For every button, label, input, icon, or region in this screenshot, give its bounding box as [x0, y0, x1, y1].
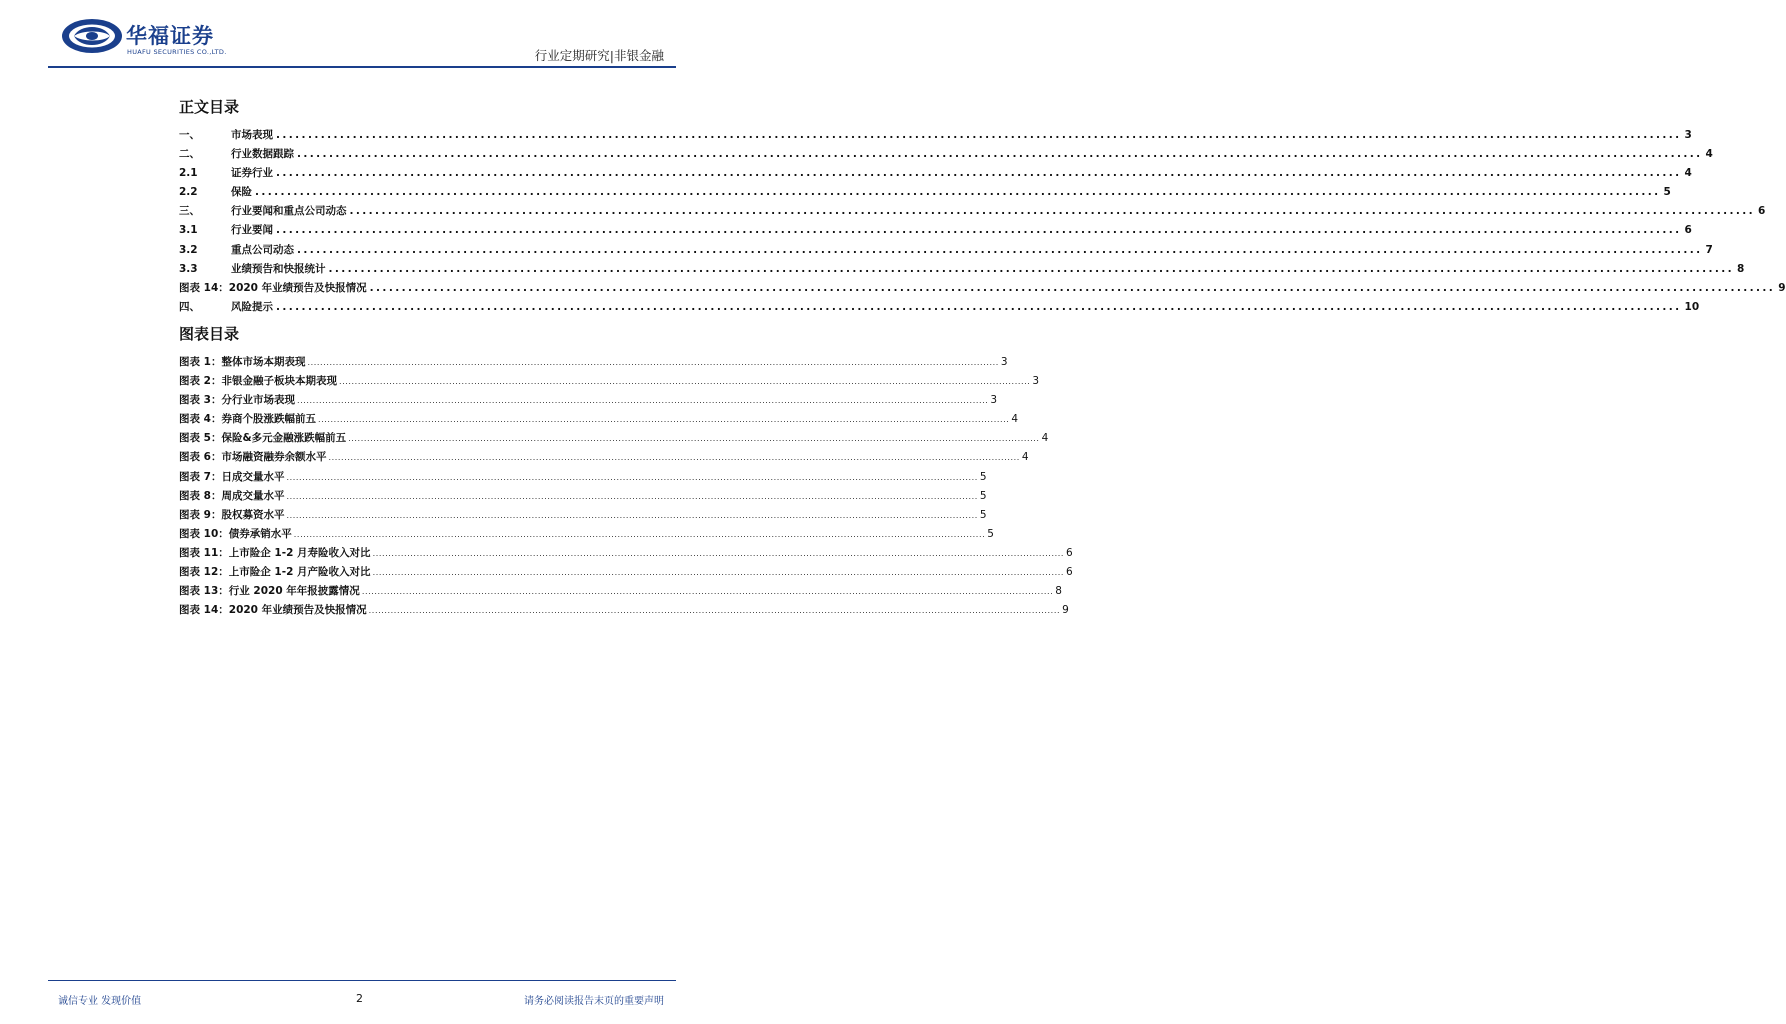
- figure-leader-dots: ............................................................................................................................................................................................................................: [338, 377, 1031, 387]
- toc-entry[interactable]: [179, 146, 1713, 165]
- figure-toc-entry[interactable]: [179, 430, 1049, 449]
- toc-leader-dots: ............................................................................................................................................................................................................................: [276, 300, 1682, 313]
- figure-toc-entry[interactable]: [179, 545, 1073, 564]
- huafu-logo-icon: [60, 16, 124, 56]
- toc-entry-page: 7: [1705, 243, 1713, 256]
- toc-leader-dots: ............................................................................................................................................................................................................................: [276, 224, 1682, 237]
- figure-leader-dots: ............................................................................................................................................................................................................................: [286, 472, 978, 482]
- figure-toc-page: 5: [979, 470, 987, 483]
- figure-toc-entry[interactable]: [179, 373, 1040, 392]
- figure-toc-entry[interactable]: [179, 488, 987, 507]
- toc-leader-dots: ............................................................................................................................................................................................................................: [328, 262, 1735, 275]
- figure-leader-dots: ............................................................................................................................................................................................................................: [328, 453, 1020, 463]
- figure-leader-dots: ............................................................................................................................................................................................................................: [348, 434, 1040, 444]
- figure-toc-entry[interactable]: [179, 583, 1062, 602]
- figure-toc-entry[interactable]: [179, 411, 1019, 430]
- toc-entry-title[interactable]: 行业数据跟踪: [231, 148, 294, 161]
- figure-toc-page: 4: [1011, 413, 1019, 426]
- toc-entry-page: 8: [1737, 262, 1745, 275]
- toc-entry[interactable]: [179, 165, 1692, 184]
- company-logo: [60, 16, 250, 60]
- figure-toc-title[interactable]: 图表 3：分行业市场表现: [179, 394, 295, 407]
- figure-toc-title[interactable]: 图表 7：日成交量水平: [179, 470, 285, 483]
- figure-leader-dots: ............................................................................................................................................................................................................................: [293, 529, 986, 539]
- toc-leader-dots: ............................................................................................................................................................................................................................: [255, 186, 1661, 199]
- figure-toc-page: 5: [987, 527, 994, 540]
- toc-entry-title[interactable]: 市场表现: [231, 129, 273, 141]
- figure-leader-dots: ............................................................................................................................................................................................................................: [286, 510, 978, 520]
- toc-entry-title[interactable]: 业绩预告和快报统计: [231, 262, 326, 275]
- toc-entry[interactable]: [179, 242, 1713, 261]
- toc-title: 正文目录: [179, 98, 240, 116]
- figure-leader-dots: ............................................................................................................................................................................................................................: [368, 606, 1061, 616]
- figure-toc-title[interactable]: 图表 9：股权募资水平: [179, 508, 285, 521]
- figure-toc-entry[interactable]: [179, 392, 998, 411]
- figure-toc-entry[interactable]: [179, 469, 987, 488]
- toc-entry-page: 4: [1684, 167, 1692, 180]
- toc-entry[interactable]: [179, 203, 1766, 222]
- toc-leader-dots: ............................................................................................................................................................................................................................: [297, 148, 1703, 161]
- toc-entry-title[interactable]: 行业要闻和重点公司动态: [231, 205, 347, 218]
- header-divider: [48, 66, 676, 68]
- toc-entry-page: 6: [1684, 224, 1692, 237]
- toc-entry-number: 3.1: [179, 224, 198, 237]
- figure-toc-page: 6: [1066, 546, 1073, 559]
- toc-entry-number: 2.2: [179, 186, 198, 199]
- figure-leader-dots: ............................................................................................................................................................................................................................: [361, 587, 1054, 597]
- figure-toc-page: 4: [1041, 432, 1049, 445]
- toc-entry[interactable]: [179, 261, 1745, 280]
- toc-entry-title[interactable]: 风险提示: [231, 300, 273, 313]
- toc-entry[interactable]: [179, 280, 1786, 299]
- toc-entry-page: 9: [1778, 281, 1786, 294]
- figure-toc-entry[interactable]: [179, 354, 1008, 373]
- toc-leader-dots: ............................................................................................................................................................................................................................: [276, 167, 1682, 180]
- company-name-en: HUAFU SECURITIES CO.,LTD.: [127, 48, 227, 56]
- figure-toc-entry[interactable]: [179, 602, 1069, 621]
- figure-toc-title[interactable]: 图表 2：非银金融子板块本期表现: [179, 375, 337, 388]
- toc-entry[interactable]: [179, 222, 1692, 241]
- toc-entry-page: 10: [1684, 300, 1700, 313]
- toc-leader-dots: ............................................................................................................................................................................................................................: [349, 205, 1756, 218]
- footer-slogan: 诚信专业 发现价值: [58, 996, 142, 1007]
- figure-toc-page: 5: [979, 508, 987, 521]
- toc-entry-title[interactable]: 重点公司动态: [231, 243, 294, 256]
- figure-toc-page: 3: [1032, 375, 1040, 388]
- figure-toc-title[interactable]: 图表 10：债券承销水平: [179, 527, 292, 540]
- toc-entry[interactable]: [179, 299, 1700, 318]
- figure-toc-entry[interactable]: [179, 564, 1073, 583]
- toc-entry-number: 四、: [179, 300, 200, 313]
- figure-toc-title[interactable]: 图表 5：保险&多元金融涨跌幅前五: [179, 432, 347, 445]
- toc-entry-title[interactable]: 证券行业: [231, 167, 273, 180]
- toc-entry-number: 三、: [179, 205, 200, 218]
- toc-entry-title[interactable]: 图表 14：2020 年业绩预告及快报情况: [179, 281, 367, 294]
- figure-toc-title[interactable]: 图表 14：2020 年业绩预告及快报情况: [179, 604, 367, 617]
- toc-leader-dots: ............................................................................................................................................................................................................................: [276, 129, 1682, 141]
- toc-list: [179, 127, 1786, 318]
- figure-toc-title[interactable]: 图表 8：周成交量水平: [179, 489, 285, 502]
- figure-toc-entry[interactable]: [179, 526, 994, 545]
- toc-leader-dots: ............................................................................................................................................................................................................................: [297, 243, 1703, 256]
- figures-toc-title: 图表目录: [179, 325, 240, 343]
- figure-toc-entry[interactable]: [179, 507, 987, 526]
- figure-leader-dots: ............................................................................................................................................................................................................................: [372, 568, 1065, 578]
- footer-disclaimer: 请务必阅读报告末页的重要声明: [524, 996, 664, 1007]
- figure-toc-page: 5: [979, 489, 987, 502]
- figure-leader-dots: ............................................................................................................................................................................................................................: [296, 396, 989, 406]
- figure-leader-dots: ............................................................................................................................................................................................................................: [372, 548, 1065, 558]
- company-name-cn: 华福证券: [126, 24, 214, 48]
- toc-entry[interactable]: [179, 127, 1692, 146]
- figure-toc-title[interactable]: 图表 6：市场融资融券余额水平: [179, 451, 327, 464]
- figure-toc-page: 8: [1055, 585, 1062, 598]
- toc-entry-page: 5: [1663, 186, 1671, 199]
- figure-toc-page: 4: [1021, 451, 1029, 464]
- toc-entry-number: 3.2: [179, 243, 198, 256]
- toc-leader-dots: ............................................................................................................................................................................................................................: [369, 281, 1776, 294]
- page-number: 2: [356, 992, 363, 1005]
- figure-leader-dots: ............................................................................................................................................................................................................................: [317, 415, 1010, 425]
- figure-leader-dots: ............................................................................................................................................................................................................................: [286, 491, 978, 501]
- footer-divider: [48, 980, 676, 981]
- toc-entry-number: 一、: [179, 129, 200, 141]
- figure-toc-title[interactable]: 图表 12：上市险企 1-2 月产险收入对比: [179, 566, 371, 579]
- figure-toc-page: 9: [1062, 604, 1069, 617]
- figure-toc-title[interactable]: 图表 4：券商个股涨跌幅前五: [179, 413, 316, 426]
- report-type: 行业定期研究|非银金融: [534, 48, 664, 63]
- figure-toc-page: 6: [1066, 566, 1073, 579]
- figures-toc-list: [179, 354, 1073, 621]
- toc-entry-number: 3.3: [179, 262, 198, 275]
- toc-entry[interactable]: [179, 184, 1671, 203]
- figure-toc-entry[interactable]: [179, 449, 1029, 468]
- figure-toc-page: 3: [1000, 356, 1008, 368]
- toc-entry-number: 二、: [179, 148, 200, 161]
- figure-toc-title[interactable]: 图表 11：上市险企 1-2 月寿险收入对比: [179, 546, 371, 559]
- toc-entry-title[interactable]: 保险: [231, 186, 252, 199]
- toc-entry-number: 2.1: [179, 167, 198, 180]
- figure-leader-dots: ............................................................................................................................................................................................................................: [307, 358, 999, 367]
- toc-entry-page: 6: [1758, 205, 1766, 218]
- figure-toc-page: 3: [990, 394, 998, 407]
- figure-toc-title[interactable]: 图表 1：整体市场本期表现: [179, 356, 306, 368]
- figure-toc-title[interactable]: 图表 13：行业 2020 年年报披露情况: [179, 585, 360, 598]
- toc-entry-page: 4: [1705, 148, 1713, 161]
- toc-entry-title[interactable]: 行业要闻: [231, 224, 273, 237]
- toc-entry-page: 3: [1684, 129, 1692, 141]
